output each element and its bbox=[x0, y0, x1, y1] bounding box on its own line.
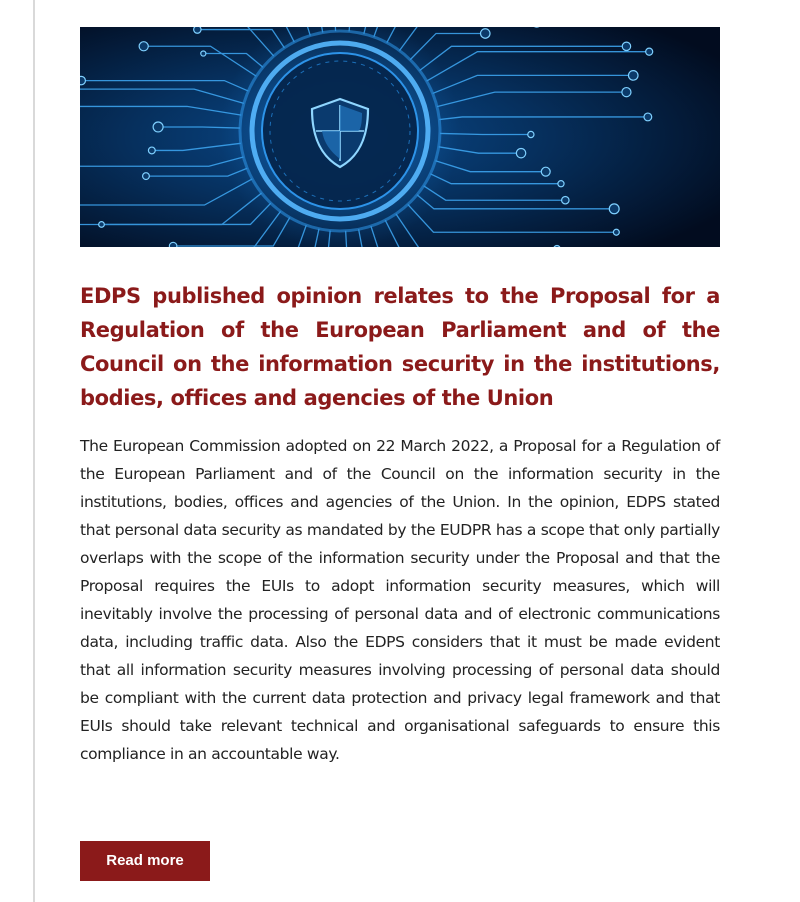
circuit-node bbox=[80, 76, 85, 84]
circuit-node bbox=[201, 51, 206, 56]
circuit-node bbox=[644, 113, 652, 121]
circuit-node bbox=[516, 148, 525, 157]
circuit-node bbox=[169, 242, 176, 247]
circuit-node bbox=[528, 131, 534, 137]
cyber-security-illustration bbox=[80, 27, 720, 247]
circuit-node bbox=[554, 246, 560, 247]
circuit-node bbox=[194, 27, 201, 33]
circuit-node bbox=[558, 181, 564, 187]
circuit-node bbox=[609, 204, 619, 214]
circuit-node bbox=[99, 222, 105, 228]
circuit-node bbox=[613, 229, 619, 235]
article-body: The European Commission adopted on 22 March 2022, a Proposal for a Regulation of the European Parliament and of the Council on the information security in the institutions, bodies, offices and agencies of the Union. In the opinion, EDPS stated that personal data security as mandated by the EUDPR has a scope that only partially overlaps with the scope of the information security under the Proposal and that the Proposal requires the EUIs to adopt information security measures, which will inevitably involve the processing of personal data and of electronic communications data, including traffic data. Also the EDPS considers that it must be made evident that all information security measures involving processing of personal data should be compliant with the current data protection and privacy legal framework and that EUIs should take relevant technical and organisational safeguards to ensure this compliance in an accountable way. bbox=[80, 437, 720, 763]
circuit-node bbox=[148, 147, 155, 154]
circuit-node bbox=[622, 42, 630, 50]
circuit-node bbox=[143, 173, 150, 180]
circuit-node bbox=[541, 167, 550, 176]
circuit-node bbox=[153, 122, 163, 132]
hero-image bbox=[80, 27, 720, 247]
circuit-node bbox=[622, 88, 631, 97]
read-more-button[interactable]: Read more bbox=[80, 841, 210, 881]
left-divider bbox=[33, 0, 35, 902]
circuit-node bbox=[481, 29, 490, 38]
circuit-node bbox=[139, 42, 148, 51]
circuit-node bbox=[628, 71, 638, 81]
article-title: EDPS published opinion relates to the Proposal for a Regulation of the European Parliament and of the Council on the information security in the institutions, bodies, offices and agencies of the Union bbox=[80, 284, 720, 410]
circuit-node bbox=[646, 48, 653, 55]
circuit-node bbox=[562, 197, 569, 204]
